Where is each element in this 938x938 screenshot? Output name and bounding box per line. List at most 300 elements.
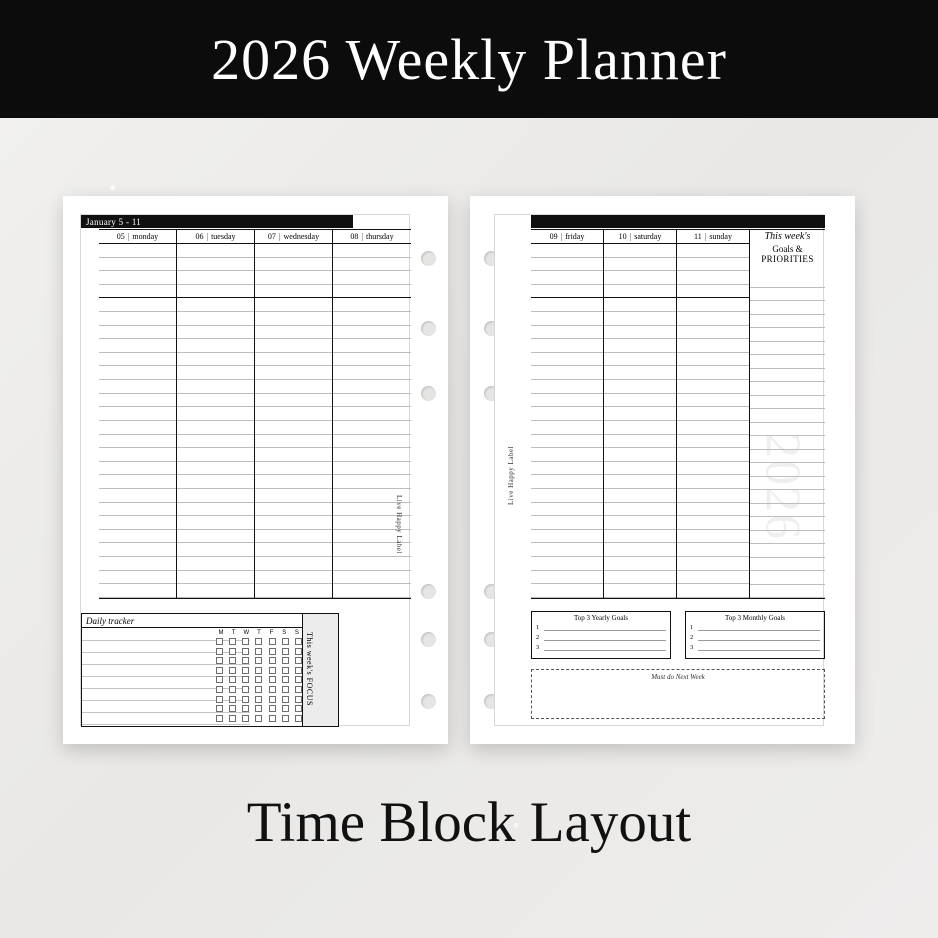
tracker-checkbox[interactable] — [242, 705, 249, 712]
tracker-checkbox[interactable] — [216, 686, 223, 693]
write-line[interactable] — [333, 285, 411, 299]
write-line[interactable] — [333, 462, 411, 476]
write-line[interactable] — [677, 339, 749, 353]
write-line[interactable] — [750, 558, 825, 572]
write-line[interactable] — [177, 353, 254, 367]
write-line[interactable] — [255, 394, 332, 408]
tracker-checkbox[interactable] — [216, 696, 223, 703]
tracker-checkbox[interactable] — [242, 657, 249, 664]
write-line[interactable] — [177, 271, 254, 285]
write-line[interactable] — [677, 380, 749, 394]
tracker-checkbox[interactable] — [269, 667, 276, 674]
day-header — [677, 230, 749, 244]
write-line[interactable] — [677, 557, 749, 571]
write-line[interactable] — [177, 380, 254, 394]
write-line[interactable] — [333, 339, 411, 353]
tracker-checkbox[interactable] — [255, 705, 262, 712]
tracker-checkbox[interactable] — [282, 715, 289, 722]
write-line[interactable] — [99, 435, 176, 449]
write-line[interactable] — [677, 571, 749, 585]
write-line[interactable] — [99, 530, 176, 544]
write-line[interactable] — [255, 339, 332, 353]
write-line[interactable] — [531, 516, 603, 530]
write-line[interactable] — [99, 557, 176, 571]
write-line[interactable] — [604, 435, 676, 449]
write-line[interactable] — [677, 530, 749, 544]
write-line[interactable] — [99, 298, 176, 312]
tracker-checkbox[interactable] — [242, 686, 249, 693]
write-line[interactable] — [750, 288, 825, 302]
write-line[interactable] — [99, 516, 176, 530]
write-line[interactable] — [750, 355, 825, 369]
write-line[interactable] — [99, 258, 176, 272]
write-line[interactable] — [604, 530, 676, 544]
day-name: sunday — [709, 232, 732, 241]
tracker-checkbox[interactable] — [295, 676, 302, 683]
write-line[interactable] — [531, 489, 603, 503]
write-line[interactable] — [255, 584, 332, 598]
week-range-label: January 5 - 11 — [86, 216, 142, 227]
day-separator: | — [704, 232, 707, 241]
write-line[interactable] — [255, 285, 332, 299]
write-line[interactable] — [531, 543, 603, 557]
write-line[interactable] — [750, 423, 825, 437]
write-line[interactable] — [333, 448, 411, 462]
tracker-checkbox[interactable] — [295, 686, 302, 693]
write-line[interactable] — [255, 543, 332, 557]
tracker-checkbox[interactable] — [216, 648, 223, 655]
write-line[interactable] — [750, 571, 825, 585]
write-line[interactable] — [750, 463, 825, 477]
write-line[interactable] — [531, 366, 603, 380]
write-line[interactable] — [177, 530, 254, 544]
day-separator: | — [629, 232, 632, 241]
tracker-checkbox[interactable] — [282, 705, 289, 712]
write-line[interactable] — [750, 274, 825, 288]
write-line[interactable] — [255, 462, 332, 476]
write-line[interactable] — [750, 369, 825, 383]
write-line[interactable] — [333, 571, 411, 585]
tracker-checkbox[interactable] — [295, 638, 302, 645]
tracker-checkbox[interactable] — [255, 715, 262, 722]
write-line[interactable] — [604, 516, 676, 530]
write-line[interactable] — [333, 407, 411, 421]
tracker-checkbox[interactable] — [229, 667, 236, 674]
write-line[interactable] — [677, 475, 749, 489]
tracker-checkbox[interactable] — [216, 667, 223, 674]
day-number: 09 — [549, 232, 558, 241]
write-line[interactable] — [333, 380, 411, 394]
write-line[interactable] — [604, 353, 676, 367]
write-line[interactable] — [677, 489, 749, 503]
write-line[interactable] — [255, 503, 332, 517]
tracker-checkbox[interactable] — [282, 696, 289, 703]
write-line[interactable] — [99, 353, 176, 367]
tracker-checkbox[interactable] — [216, 657, 223, 664]
write-line[interactable] — [177, 557, 254, 571]
write-line[interactable] — [604, 503, 676, 517]
write-line[interactable] — [99, 271, 176, 285]
write-line[interactable] — [604, 421, 676, 435]
write-line[interactable] — [531, 571, 603, 585]
write-line[interactable] — [604, 366, 676, 380]
write-line[interactable] — [177, 435, 254, 449]
day-header — [531, 230, 603, 244]
goal-row — [690, 644, 820, 651]
write-line[interactable] — [99, 543, 176, 557]
write-line[interactable] — [750, 517, 825, 531]
write-line[interactable] — [99, 407, 176, 421]
goal-write-line[interactable] — [544, 634, 666, 641]
write-line[interactable] — [99, 312, 176, 326]
write-line[interactable] — [333, 366, 411, 380]
goal-write-line[interactable] — [544, 644, 666, 651]
write-line[interactable] — [604, 557, 676, 571]
write-line[interactable] — [255, 571, 332, 585]
write-line[interactable] — [177, 543, 254, 557]
write-line[interactable] — [750, 450, 825, 464]
tracker-checkbox[interactable] — [255, 686, 262, 693]
write-line[interactable] — [255, 271, 332, 285]
tracker-checkbox[interactable] — [269, 715, 276, 722]
write-line[interactable] — [255, 326, 332, 340]
write-line[interactable] — [677, 271, 749, 285]
write-line[interactable] — [177, 462, 254, 476]
write-line[interactable] — [255, 516, 332, 530]
write-line[interactable] — [531, 394, 603, 408]
tracker-checkbox[interactable] — [255, 657, 262, 664]
write-line[interactable] — [177, 421, 254, 435]
tracker-checkbox[interactable] — [295, 657, 302, 664]
write-line[interactable] — [99, 475, 176, 489]
write-line[interactable] — [99, 394, 176, 408]
write-line[interactable] — [255, 435, 332, 449]
write-line[interactable] — [604, 394, 676, 408]
tracker-checkbox[interactable] — [242, 696, 249, 703]
write-line[interactable] — [750, 531, 825, 545]
write-line[interactable] — [677, 407, 749, 421]
punch-hole — [421, 321, 436, 336]
write-line[interactable] — [99, 462, 176, 476]
write-line[interactable] — [99, 285, 176, 299]
tracker-checkbox[interactable] — [269, 648, 276, 655]
tracker-checkbox[interactable] — [229, 638, 236, 645]
write-line[interactable] — [99, 571, 176, 585]
write-line[interactable] — [604, 312, 676, 326]
write-line[interactable] — [177, 571, 254, 585]
write-line[interactable] — [531, 258, 603, 272]
write-line[interactable] — [531, 448, 603, 462]
tracker-checkbox[interactable] — [295, 715, 302, 722]
day-header — [177, 230, 254, 244]
tracker-checkbox[interactable] — [229, 676, 236, 683]
write-line[interactable] — [255, 557, 332, 571]
write-line[interactable] — [333, 326, 411, 340]
write-line[interactable] — [531, 503, 603, 517]
goal-write-line[interactable] — [698, 634, 820, 641]
write-line[interactable] — [531, 584, 603, 598]
write-line[interactable] — [750, 477, 825, 491]
write-line[interactable] — [604, 285, 676, 299]
write-line[interactable] — [333, 312, 411, 326]
write-line[interactable] — [99, 421, 176, 435]
write-line[interactable] — [255, 448, 332, 462]
tracker-checkbox[interactable] — [282, 667, 289, 674]
write-line[interactable] — [531, 435, 603, 449]
write-line[interactable] — [255, 530, 332, 544]
tracker-check-row — [216, 638, 302, 645]
tracker-checkbox[interactable] — [255, 638, 262, 645]
write-line[interactable] — [99, 339, 176, 353]
write-line[interactable] — [677, 258, 749, 272]
write-line[interactable] — [333, 475, 411, 489]
write-line[interactable] — [750, 342, 825, 356]
write-line[interactable] — [677, 312, 749, 326]
write-line[interactable] — [750, 328, 825, 342]
tracker-checkboxes — [216, 638, 302, 722]
write-line[interactable] — [333, 584, 411, 598]
write-line[interactable] — [177, 407, 254, 421]
weekday-letter: F — [269, 630, 274, 636]
write-line[interactable] — [750, 301, 825, 315]
write-line[interactable] — [99, 244, 176, 258]
write-line[interactable] — [604, 489, 676, 503]
write-line[interactable] — [255, 366, 332, 380]
tracker-checkbox[interactable] — [229, 686, 236, 693]
write-line[interactable] — [677, 326, 749, 340]
write-line[interactable] — [750, 585, 825, 599]
write-line[interactable] — [531, 407, 603, 421]
goal-row — [536, 634, 666, 641]
write-line[interactable] — [604, 339, 676, 353]
write-line[interactable] — [255, 407, 332, 421]
write-line[interactable] — [677, 244, 749, 258]
write-line[interactable] — [531, 298, 603, 312]
write-line[interactable] — [177, 448, 254, 462]
write-line[interactable] — [177, 298, 254, 312]
tracker-checkbox[interactable] — [282, 648, 289, 655]
write-line[interactable] — [177, 584, 254, 598]
tracker-checkbox[interactable] — [269, 696, 276, 703]
tracker-checkbox[interactable] — [282, 657, 289, 664]
write-line[interactable] — [99, 584, 176, 598]
write-line[interactable] — [177, 503, 254, 517]
write-line[interactable] — [677, 298, 749, 312]
write-line[interactable] — [677, 394, 749, 408]
write-line[interactable] — [531, 462, 603, 476]
goal-write-line[interactable] — [544, 624, 666, 631]
tracker-checkbox[interactable] — [229, 657, 236, 664]
monthly-goals-box — [685, 611, 825, 659]
tracker-checkbox[interactable] — [242, 638, 249, 645]
day-header — [604, 230, 676, 244]
write-line[interactable] — [333, 557, 411, 571]
tracker-checkbox[interactable] — [216, 705, 223, 712]
write-line[interactable] — [677, 353, 749, 367]
write-line[interactable] — [255, 380, 332, 394]
write-line[interactable] — [750, 504, 825, 518]
tracker-check-row — [216, 648, 302, 655]
write-line[interactable] — [177, 312, 254, 326]
write-line[interactable] — [531, 339, 603, 353]
write-line[interactable] — [750, 396, 825, 410]
write-line[interactable] — [255, 312, 332, 326]
write-line[interactable] — [99, 326, 176, 340]
write-line[interactable] — [604, 380, 676, 394]
write-line[interactable] — [177, 394, 254, 408]
write-line[interactable] — [750, 436, 825, 450]
write-line[interactable] — [604, 298, 676, 312]
write-line[interactable] — [531, 557, 603, 571]
time-block-lines — [255, 244, 332, 598]
tracker-checkbox[interactable] — [242, 715, 249, 722]
write-line[interactable] — [677, 435, 749, 449]
tracker-checkbox[interactable] — [255, 696, 262, 703]
write-line[interactable] — [604, 258, 676, 272]
day-name: friday — [565, 232, 585, 241]
write-line[interactable] — [177, 339, 254, 353]
write-line[interactable] — [333, 258, 411, 272]
day-header — [255, 230, 332, 244]
write-line[interactable] — [604, 584, 676, 598]
write-line[interactable] — [333, 394, 411, 408]
tracker-checkbox[interactable] — [216, 676, 223, 683]
write-line[interactable] — [677, 448, 749, 462]
write-line[interactable] — [531, 353, 603, 367]
write-line[interactable] — [531, 271, 603, 285]
tracker-checkbox[interactable] — [242, 676, 249, 683]
day-separator: | — [278, 232, 281, 241]
write-line[interactable] — [677, 285, 749, 299]
tracker-checkbox[interactable] — [295, 705, 302, 712]
write-line[interactable] — [255, 421, 332, 435]
goal-row — [690, 634, 820, 641]
write-line[interactable] — [99, 489, 176, 503]
write-line[interactable] — [333, 298, 411, 312]
tracker-checkbox[interactable] — [255, 676, 262, 683]
write-line[interactable] — [99, 448, 176, 462]
tracker-checkbox[interactable] — [229, 648, 236, 655]
write-line[interactable] — [177, 285, 254, 299]
write-line[interactable] — [750, 409, 825, 423]
write-line[interactable] — [255, 258, 332, 272]
write-line[interactable] — [604, 448, 676, 462]
write-line[interactable] — [677, 584, 749, 598]
write-line[interactable] — [255, 475, 332, 489]
tracker-checkbox[interactable] — [229, 715, 236, 722]
tracker-checkbox[interactable] — [242, 667, 249, 674]
tracker-check-row — [216, 686, 302, 693]
write-line[interactable] — [255, 244, 332, 258]
tracker-checkbox[interactable] — [229, 705, 236, 712]
write-line[interactable] — [333, 421, 411, 435]
write-line[interactable] — [604, 326, 676, 340]
goal-write-line[interactable] — [698, 644, 820, 651]
write-line[interactable] — [177, 326, 254, 340]
write-line[interactable] — [333, 271, 411, 285]
day-header — [333, 230, 411, 244]
write-line[interactable] — [531, 380, 603, 394]
write-line[interactable] — [333, 353, 411, 367]
write-line[interactable] — [177, 366, 254, 380]
write-line[interactable] — [531, 421, 603, 435]
write-line[interactable] — [99, 366, 176, 380]
write-line[interactable] — [677, 503, 749, 517]
write-line[interactable] — [255, 489, 332, 503]
priorities-line-2: Goals & — [772, 243, 803, 254]
tracker-checkbox[interactable] — [269, 676, 276, 683]
write-line[interactable] — [177, 244, 254, 258]
next-week-box[interactable] — [531, 669, 825, 719]
write-line[interactable] — [177, 516, 254, 530]
write-line[interactable] — [177, 489, 254, 503]
tracker-checkbox[interactable] — [269, 657, 276, 664]
tracker-checkbox[interactable] — [229, 696, 236, 703]
goal-write-line[interactable] — [698, 624, 820, 631]
write-line[interactable] — [333, 435, 411, 449]
write-line[interactable] — [677, 366, 749, 380]
write-line[interactable] — [677, 421, 749, 435]
write-line[interactable] — [604, 244, 676, 258]
tracker-checkbox[interactable] — [269, 705, 276, 712]
write-line[interactable] — [604, 271, 676, 285]
tracker-checkbox[interactable] — [216, 715, 223, 722]
page-title: 2026 Weekly Planner — [211, 26, 727, 92]
write-line[interactable] — [677, 462, 749, 476]
write-line[interactable] — [531, 475, 603, 489]
write-line[interactable] — [677, 543, 749, 557]
tracker-checkbox[interactable] — [282, 638, 289, 645]
tracker-checkbox[interactable] — [269, 686, 276, 693]
write-line[interactable] — [177, 475, 254, 489]
write-line[interactable] — [531, 244, 603, 258]
tracker-checkbox[interactable] — [295, 648, 302, 655]
tracker-checkbox[interactable] — [216, 638, 223, 645]
tracker-checkbox[interactable] — [295, 696, 302, 703]
write-line[interactable] — [177, 258, 254, 272]
write-line[interactable] — [677, 516, 749, 530]
priorities-column — [750, 230, 825, 598]
write-line[interactable] — [604, 407, 676, 421]
write-line[interactable] — [750, 490, 825, 504]
write-line[interactable] — [604, 475, 676, 489]
write-line[interactable] — [531, 530, 603, 544]
write-line[interactable] — [255, 353, 332, 367]
write-line[interactable] — [531, 312, 603, 326]
write-line[interactable] — [750, 544, 825, 558]
tracker-checkbox[interactable] — [282, 676, 289, 683]
tracker-checkbox[interactable] — [255, 667, 262, 674]
write-line[interactable] — [99, 503, 176, 517]
write-line[interactable] — [604, 543, 676, 557]
day-separator: | — [361, 232, 364, 241]
write-line[interactable] — [255, 298, 332, 312]
tracker-checkbox[interactable] — [269, 638, 276, 645]
tracker-checkbox[interactable] — [242, 648, 249, 655]
write-line[interactable] — [333, 244, 411, 258]
tracker-checkbox[interactable] — [295, 667, 302, 674]
tracker-checkbox[interactable] — [255, 648, 262, 655]
tracker-checkbox[interactable] — [282, 686, 289, 693]
write-line[interactable] — [99, 380, 176, 394]
write-line[interactable] — [750, 315, 825, 329]
daily-tracker-title: Daily tracker — [82, 614, 338, 628]
write-line[interactable] — [604, 462, 676, 476]
write-line[interactable] — [531, 285, 603, 299]
write-line[interactable] — [604, 571, 676, 585]
write-line[interactable] — [750, 382, 825, 396]
write-line[interactable] — [531, 326, 603, 340]
